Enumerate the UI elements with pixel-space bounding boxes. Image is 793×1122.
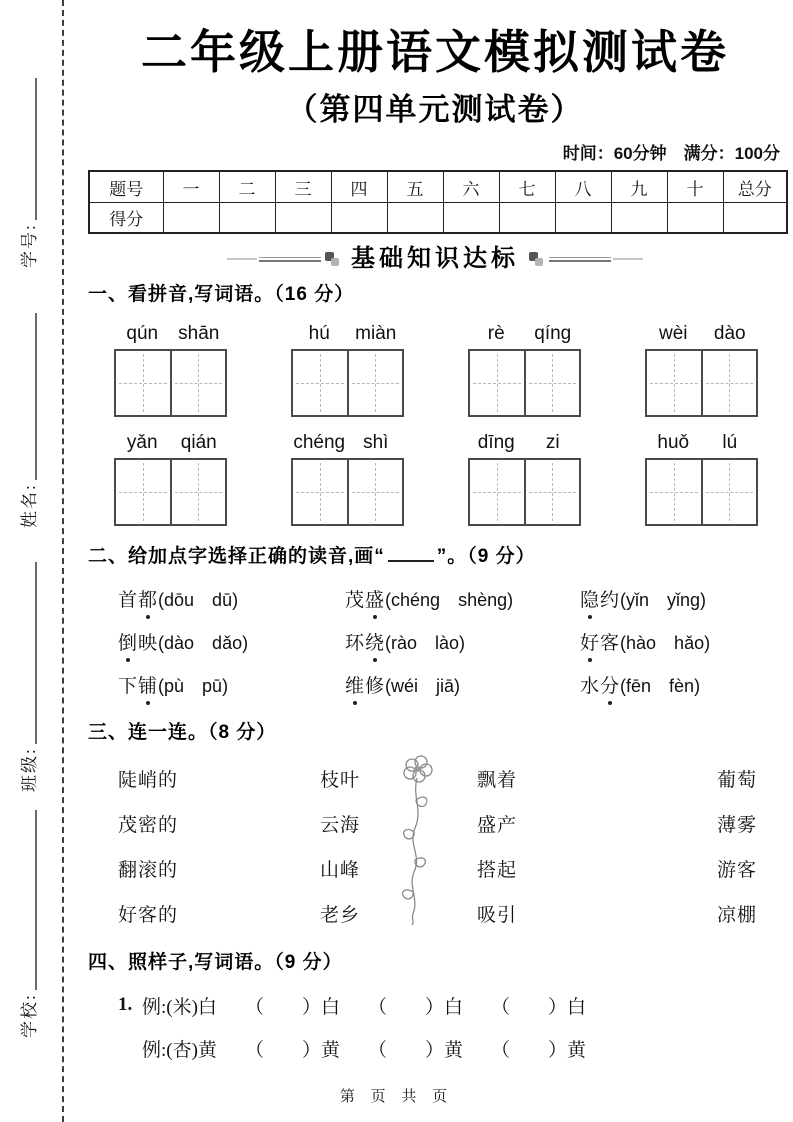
writing-cell xyxy=(116,460,170,524)
word-char: 环 xyxy=(345,633,366,655)
score-column-header: 七 xyxy=(499,171,555,202)
dotted-char: 分 xyxy=(600,671,620,698)
deco-line-right-thick xyxy=(549,257,611,262)
score-cell xyxy=(387,202,443,233)
deco-line-left-thick xyxy=(259,257,321,262)
writing-cell xyxy=(470,351,524,415)
word-char: 茂 xyxy=(345,590,366,612)
pinyin-label xyxy=(114,431,227,455)
pinyin-group xyxy=(645,322,758,417)
score-column-header: 五 xyxy=(387,171,443,202)
word-char: 约 xyxy=(600,590,621,612)
matching-word: 薄雾 xyxy=(717,814,758,836)
dotted-word xyxy=(345,585,385,612)
score-column-header: 三 xyxy=(275,171,331,202)
dotted-word xyxy=(345,671,385,698)
dotted-char: 绕 xyxy=(365,628,385,655)
pinyin-syllable: hú xyxy=(308,323,330,345)
pronunciation-item xyxy=(580,620,782,663)
fill-in-line xyxy=(35,78,37,220)
pinyin-label xyxy=(645,322,758,346)
pronunciation-item xyxy=(580,663,782,706)
pinyin-syllable: miàn xyxy=(355,323,397,345)
question-2-heading xyxy=(88,544,782,570)
score-row-label: 得分 xyxy=(89,202,163,233)
writing-cell xyxy=(293,460,347,524)
question-1 xyxy=(88,282,782,525)
pinyin-options: (yǐn yǐng) xyxy=(620,589,707,610)
pinyin-options: (fēn fèn) xyxy=(620,675,701,696)
pinyin-syllable: yǎn xyxy=(126,431,158,453)
question-2 xyxy=(88,544,782,707)
writing-cell xyxy=(170,351,226,415)
pinyin-group xyxy=(468,431,581,526)
pinyin-syllable: lú xyxy=(722,431,738,453)
score-cell xyxy=(219,202,275,233)
dotted-word xyxy=(580,585,620,612)
matching-word: 枝叶 xyxy=(320,769,361,791)
matching-word: 翻滚的 xyxy=(118,859,179,881)
writing-box xyxy=(291,349,404,417)
score-column-header: 六 xyxy=(443,171,499,202)
matching-row xyxy=(118,756,782,801)
pinyin-label xyxy=(114,322,227,346)
matching-word: 凉棚 xyxy=(717,904,758,926)
score-table-corner: 题号 xyxy=(89,171,163,202)
pinyin-syllable: zi xyxy=(545,431,560,453)
score-cell xyxy=(275,202,331,233)
writing-box xyxy=(645,349,758,417)
word-char: 首 xyxy=(118,590,139,612)
deco-line-left-thin xyxy=(227,258,257,260)
pinyin-group xyxy=(114,431,227,526)
exam-meta: 时间：60分钟 满分：100分 xyxy=(562,144,780,164)
pinyin-options: (dào dǎo) xyxy=(158,632,249,653)
page-title: 二年级上册语文模拟测试卷 xyxy=(141,26,729,78)
fill-in-line xyxy=(35,313,37,480)
pinyin-syllable: qián xyxy=(180,431,217,453)
student-name-field xyxy=(16,313,42,528)
score-cell xyxy=(555,202,611,233)
pinyin-row xyxy=(88,431,782,526)
dotted-word xyxy=(118,671,158,698)
word-char: 修 xyxy=(365,676,386,698)
score-cell xyxy=(611,202,667,233)
writing-box xyxy=(114,458,227,526)
pinyin-row xyxy=(88,322,782,417)
score-column-header: 一 xyxy=(163,171,219,202)
pinyin-syllable: shì xyxy=(363,431,389,453)
pinyin-syllable: dào xyxy=(713,323,746,345)
writing-cell xyxy=(293,351,347,415)
section-header xyxy=(88,244,782,274)
example-word: 例:(米)白 xyxy=(142,996,217,1018)
writing-cell xyxy=(647,460,701,524)
fill-in-line xyxy=(35,810,37,990)
writing-cell xyxy=(470,460,524,524)
score-column-header: 总分 xyxy=(723,171,787,202)
pronunciation-item xyxy=(118,663,345,706)
pinyin-group xyxy=(291,431,404,526)
score-cell xyxy=(443,202,499,233)
matching-word: 陡峭的 xyxy=(118,769,179,791)
writing-cell xyxy=(347,351,403,415)
pinyin-syllable: rè xyxy=(487,323,505,345)
score-table xyxy=(88,170,788,234)
pronunciation-item xyxy=(345,577,580,620)
pronunciation-item xyxy=(345,663,580,706)
pinyin-options: (wéi jiā) xyxy=(385,675,461,696)
score-table-header-row xyxy=(89,171,787,202)
matching-word: 游客 xyxy=(717,859,758,881)
dotted-char: 维 xyxy=(345,671,365,698)
score-column-header: 九 xyxy=(611,171,667,202)
question-1-heading: 一、看拼音,写词语。（16 分） xyxy=(88,284,355,306)
writing-cell xyxy=(347,460,403,524)
word-char: 下 xyxy=(118,676,139,698)
matching-word: 山峰 xyxy=(320,859,361,881)
pinyin-group xyxy=(468,322,581,417)
matching-word: 葡萄 xyxy=(717,769,758,791)
pronunciation-item xyxy=(118,577,345,620)
matching-word: 云海 xyxy=(320,814,361,836)
writing-cell xyxy=(170,460,226,524)
score-column-header: 八 xyxy=(555,171,611,202)
writing-cell xyxy=(524,460,580,524)
score-column-header: 二 xyxy=(219,171,275,202)
writing-cell xyxy=(701,351,757,415)
matching-word: 茂密的 xyxy=(118,814,179,836)
example-line xyxy=(88,992,782,1019)
question-2-heading-post: ”。（9 分） xyxy=(436,545,536,567)
blank-answer: （ ）黄 xyxy=(244,1039,340,1061)
writing-box xyxy=(468,458,581,526)
pinyin-syllable: huǒ xyxy=(657,431,690,453)
fill-in-line xyxy=(35,562,37,744)
pronunciation-item xyxy=(580,577,782,620)
dotted-char: 倒 xyxy=(118,628,138,655)
dotted-char: 隐 xyxy=(580,585,600,612)
pinyin-syllable: qíng xyxy=(534,323,572,345)
score-cell xyxy=(723,202,787,233)
writing-box xyxy=(645,458,758,526)
section-title: 基础知识达标 xyxy=(351,245,519,273)
pinyin-syllable: chéng xyxy=(293,431,346,453)
blank-answer: （ ）白 xyxy=(490,996,586,1018)
question-3 xyxy=(88,720,782,936)
dotted-char: 都 xyxy=(138,585,158,612)
pinyin-syllable: wèi xyxy=(658,323,688,345)
pinyin-syllable: shān xyxy=(178,323,220,345)
matching-word: 老乡 xyxy=(320,904,361,926)
pinyin-options: (chéng shèng) xyxy=(385,589,514,610)
dotted-char: 铺 xyxy=(138,671,158,698)
pronunciation-item xyxy=(118,620,345,663)
dotted-word xyxy=(580,628,620,655)
pinyin-syllable: qún xyxy=(126,323,159,345)
page-subtitle: （第四单元测试卷） xyxy=(286,91,584,127)
page-footer: 第 页 共 页 xyxy=(339,1089,454,1105)
score-column-header: 十 xyxy=(667,171,723,202)
deco-line-right-thin xyxy=(613,258,643,260)
example-word: 例:(杏)黄 xyxy=(142,1039,217,1061)
class-field xyxy=(16,562,42,792)
score-cell xyxy=(499,202,555,233)
pinyin-label xyxy=(645,431,758,455)
matching-word: 飘着 xyxy=(477,769,518,791)
pinyin-options: (hào hǎo) xyxy=(620,632,711,653)
dotted-word xyxy=(580,671,620,698)
binding-dashed-line xyxy=(62,0,64,1122)
paper-content xyxy=(88,0,782,1062)
word-char: 映 xyxy=(138,633,159,655)
pinyin-options: (dōu dū) xyxy=(158,589,239,610)
pinyin-label xyxy=(291,431,404,455)
writing-cell xyxy=(116,351,170,415)
pinyin-options: (rào lào) xyxy=(385,632,466,653)
blank-answer: （ ）黄 xyxy=(490,1039,586,1061)
pinyin-syllable: dīng xyxy=(477,431,515,453)
line-number: 1. xyxy=(118,994,133,1016)
matching-word: 吸引 xyxy=(477,904,518,926)
matching-word: 好客的 xyxy=(118,904,179,926)
pronunciation-item xyxy=(345,620,580,663)
writing-box xyxy=(468,349,581,417)
writing-box xyxy=(291,458,404,526)
pinyin-label xyxy=(468,322,581,346)
writing-box xyxy=(114,349,227,417)
field-label: 姓名: xyxy=(20,483,39,528)
dotted-char: 盛 xyxy=(365,585,385,612)
question-3-heading: 三、连一连。（8 分） xyxy=(88,722,277,744)
question-4-heading: 四、照样子,写词语。（9 分） xyxy=(88,951,343,973)
deco-squares-icon xyxy=(325,252,341,267)
deco-squares-icon xyxy=(529,252,545,267)
matching-row xyxy=(118,801,782,846)
field-label: 学校: xyxy=(20,993,39,1038)
blank-answer: （ ）白 xyxy=(367,996,463,1018)
pinyin-group xyxy=(114,322,227,417)
matching-word: 盛产 xyxy=(477,814,518,836)
writing-cell xyxy=(524,351,580,415)
dotted-word xyxy=(345,628,385,655)
pinyin-options: (pù pū) xyxy=(158,675,229,696)
score-cell xyxy=(667,202,723,233)
pinyin-group xyxy=(291,322,404,417)
blank-underline xyxy=(388,549,434,562)
dotted-word xyxy=(118,585,158,612)
pinyin-label xyxy=(468,431,581,455)
question-4 xyxy=(88,950,782,1062)
school-field xyxy=(16,810,42,1038)
matching-word: 搭起 xyxy=(477,859,518,881)
matching-row xyxy=(118,891,782,936)
blank-answer: （ ）黄 xyxy=(367,1039,463,1061)
pinyin-group xyxy=(645,431,758,526)
matching-row xyxy=(118,846,782,891)
writing-cell xyxy=(647,351,701,415)
question-2-heading-pre: 二、给加点字选择正确的读音,画“ xyxy=(88,545,385,567)
field-label: 学号: xyxy=(20,223,39,268)
dotted-char: 好 xyxy=(580,628,600,655)
blank-answer: （ ）白 xyxy=(244,996,340,1018)
example-line xyxy=(88,1035,782,1062)
student-id-field xyxy=(16,78,42,268)
score-cell xyxy=(163,202,219,233)
flower-doodle-icon xyxy=(388,750,444,926)
score-cell xyxy=(331,202,387,233)
field-label: 班级: xyxy=(20,747,39,792)
score-table-score-row xyxy=(89,202,787,233)
word-char: 客 xyxy=(600,633,621,655)
score-column-header: 四 xyxy=(331,171,387,202)
pinyin-label xyxy=(291,322,404,346)
word-char: 水 xyxy=(580,676,601,698)
writing-cell xyxy=(701,460,757,524)
dotted-word xyxy=(118,628,158,655)
